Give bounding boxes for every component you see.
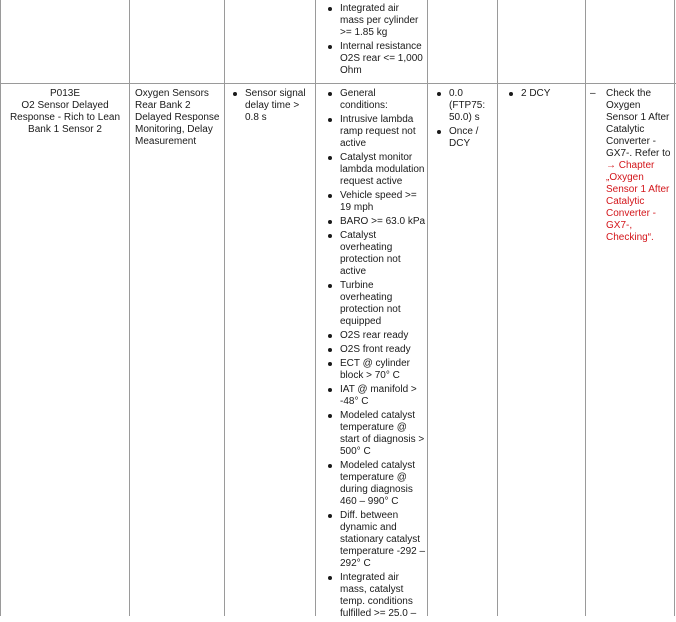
condition-item: IAT @ manifold > -48° C: [326, 384, 426, 408]
condition-item: Vehicle speed >= 19 mph: [326, 190, 426, 214]
monitor-strategy: Oxygen Sensors Rear Bank 2 Delayed Response Monitoring, Delay Measurement: [135, 88, 220, 147]
condition-item: Catalyst overheating protection not active: [326, 230, 426, 278]
row-divider: [0, 83, 676, 84]
chapter-link[interactable]: → Chapter „Oxygen Sensor 1 After Catalytic Converter - GX7-, Checking“.: [606, 160, 670, 243]
action-cell: [590, 88, 672, 244]
column-divider: [497, 0, 498, 616]
conditions-cell: [326, 88, 426, 622]
monitor-cell: [135, 88, 223, 148]
dtc-cell: [4, 88, 126, 136]
column-divider: [585, 0, 586, 616]
condition-item: Modeled catalyst temperature @ during diagnosis 460 – 990° C: [326, 460, 426, 508]
mil-cell: [507, 88, 583, 102]
condition-item: Intrusive lambda ramp request not active: [326, 114, 426, 150]
column-divider: [674, 0, 675, 616]
condition-item: O2S rear ready: [326, 330, 426, 342]
dtc-code: P013E: [49, 88, 81, 99]
condition-item: Modeled catalyst temperature @ start of diagnosis > 500° C: [326, 410, 426, 458]
top-row-conditions: [326, 3, 424, 79]
dash-marker: –: [590, 88, 596, 99]
column-divider: [315, 0, 316, 616]
column-divider: [427, 0, 428, 616]
action-text: Check the Oxygen Sensor 1 After Catalytic Converter - GX7-. Refer to: [606, 88, 671, 159]
condition-item: Turbine overheating protection not equipped: [326, 280, 426, 328]
frequency: Once / DCY: [435, 126, 495, 150]
time-cell: [435, 88, 495, 152]
mil-illumination: 2 DCY: [507, 88, 583, 100]
condition-item: O2S front ready: [326, 344, 426, 356]
time-required: 0.0 (FTP75: 50.0) s: [435, 88, 495, 124]
condition-item: General conditions:: [326, 88, 426, 112]
condition-item: Integrated air mass per cylinder >= 1.85 kg: [326, 3, 424, 39]
condition-item: Diff. between dynamic and stationary catalyst temperature -292 – 292° C: [326, 510, 426, 570]
condition-item: Internal resistance O2S rear <= 1,000 Ohm: [326, 41, 424, 77]
column-divider: [129, 0, 130, 616]
condition-item: BARO >= 63.0 kPa: [326, 216, 426, 228]
column-divider: [224, 0, 225, 616]
condition-item: Integrated air mass, catalyst temp. conditions fulfilled >= 25.0 –: [326, 572, 426, 620]
condition-item: Catalyst monitor lambda modulation request active: [326, 152, 426, 188]
dtc-description: O2 Sensor Delayed Response - Rich to Lean Bank 1 Sensor 2: [9, 100, 121, 135]
threshold-value: Sensor signal delay time > 0.8 s: [231, 88, 313, 124]
column-divider: [0, 0, 1, 616]
threshold-cell: [231, 88, 313, 126]
condition-item: ECT @ cylinder block > 70° C: [326, 358, 426, 382]
